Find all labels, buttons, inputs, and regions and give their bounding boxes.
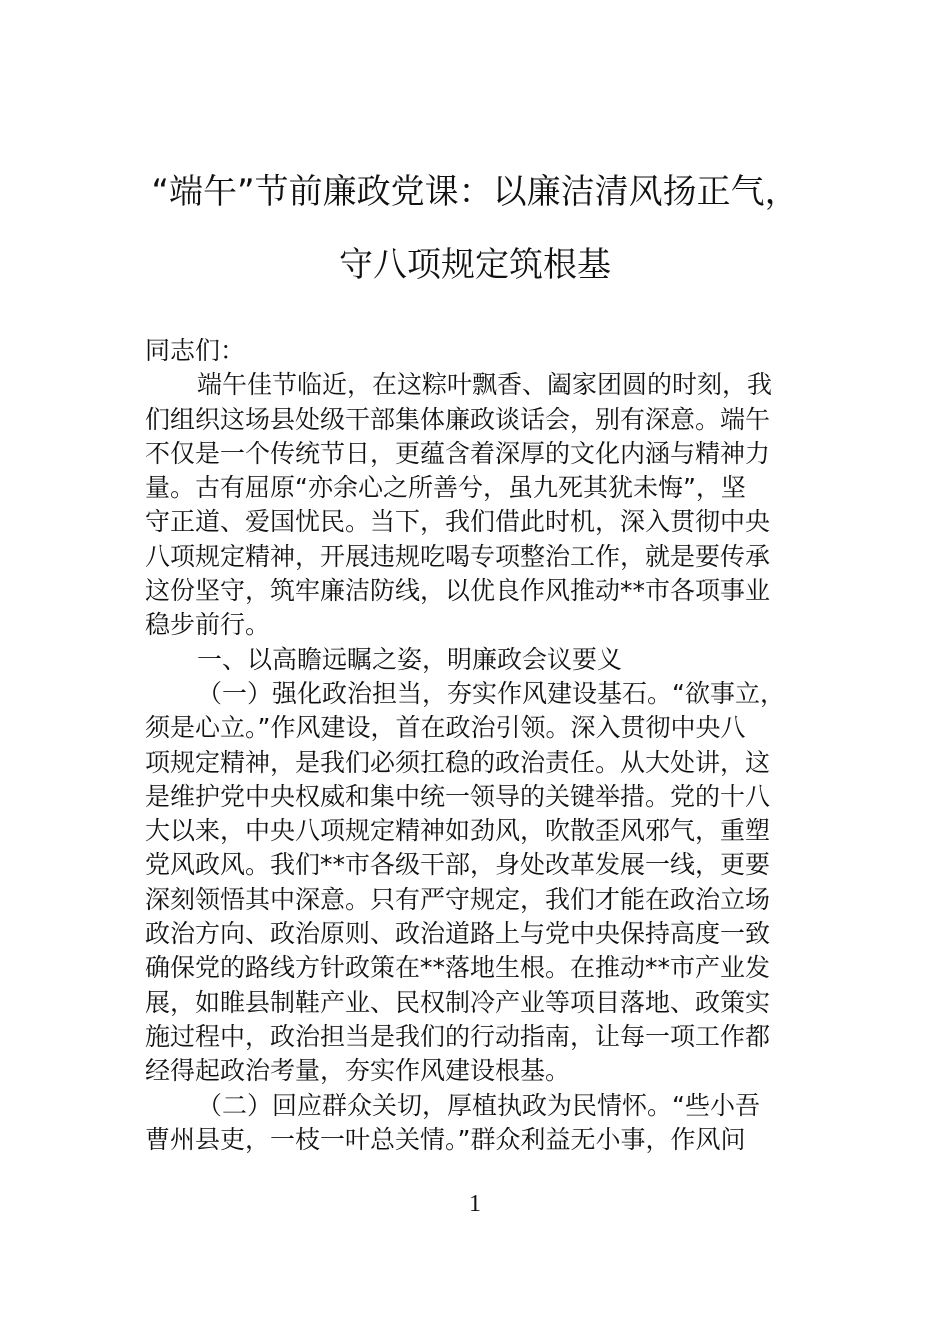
body-line: 八项规定精神，开展违规吃喝专项整治工作，就是要传承 <box>145 541 771 571</box>
body-line: 党风政风。我们**市各级干部，身处改革发展一线，更要 <box>145 850 771 880</box>
subsection-heading: （一）强化政治担当，夯实作风建设基石。“欲事立， <box>197 678 785 708</box>
body-line: 曹州县吏，一枝一叶总关情。”群众利益无小事，作风问 <box>145 1124 746 1154</box>
body-line: 展，如睢县制鞋产业、民权制冷产业等项目落地、政策实 <box>145 987 771 1017</box>
body-line: 须是心立。”作风建设，首在政治引领。深入贯彻中央八 <box>145 713 746 743</box>
body-line: 政治方向、政治原则、政治道路上与党中央保持高度一致 <box>145 919 771 949</box>
document-title-line-1: “端午”节前廉政党课：以廉洁清风扬正气， <box>151 172 799 212</box>
body-line: 项规定精神，是我们必须扛稳的政治责任。从大处讲，这 <box>145 747 771 777</box>
body-line: 们组织这场县处级干部集体廉政谈话会，别有深意。端午 <box>145 404 771 434</box>
body-line: 这份坚守，筑牢廉洁防线，以优良作风推动**市各项事业 <box>145 576 771 606</box>
body-line: 端午佳节临近，在这粽叶飘香、阖家团圆的时刻，我 <box>197 370 773 400</box>
document-title-line-2: 守八项规定筑根基 <box>339 245 611 285</box>
document-body <box>145 334 825 1157</box>
body-line: 大以来，中央八项规定精神如劲风，吹散歪风邪气，重塑 <box>145 816 771 846</box>
body-line: 是维护党中央权威和集中统一领导的关键举措。党的十八 <box>145 781 771 811</box>
body-line: 不仅是一个传统节日，更蕴含着深厚的文化内涵与精神力 <box>145 438 771 468</box>
section-heading: 一、以高瞻远瞩之姿，明廉政会议要义 <box>197 644 623 674</box>
body-line: 确保党的路线方针政策在**落地生根。在推动**市产业发 <box>145 953 771 983</box>
page-number: 1 <box>469 1191 481 1217</box>
subsection-heading: （二）回应群众关切，厚植执政为民情怀。“些小吾 <box>197 1090 760 1120</box>
body-line: 经得起政治考量，夯实作风建设根基。 <box>145 1056 571 1086</box>
body-line: 稳步前行。 <box>145 610 271 640</box>
body-line: 施过程中，政治担当是我们的行动指南，让每一项工作都 <box>145 1021 771 1051</box>
body-line: 守正道、爱国忧民。当下，我们借此时机，深入贯彻中央 <box>145 507 771 537</box>
body-line: 深刻领悟其中深意。只有严守规定，我们才能在政治立场 <box>145 884 771 914</box>
body-line: 量。古有屈原“亦余心之所善兮，虽九死其犹未悔”，坚 <box>145 473 746 503</box>
salutation: 同志们： <box>145 336 246 365</box>
